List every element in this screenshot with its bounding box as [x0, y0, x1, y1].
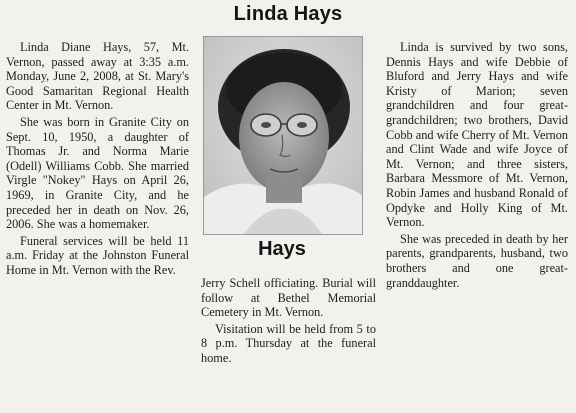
- obituary-headline: Linda Hays: [233, 3, 343, 25]
- photo-caption: Hays: [258, 238, 306, 260]
- portrait-image: [204, 37, 362, 234]
- column-right: [386, 40, 568, 292]
- paragraph-preceded-in-death: She was preceded in death by her parents, grandparents, husband, two brothers and one great-granddaughter.: [386, 231, 568, 290]
- paragraph-death-notice: Linda Diane Hays, 57, Mt. Vernon, passed away at 3:35 a.m. Monday, June 2, 2008, at St. Mary's Good Samaritan Regional Health Center in Mt. Vernon.: [6, 40, 189, 113]
- paragraph-funeral-continued: Jerry Schell officiating. Burial will follow at Bethel Memorial Cemetery in Mt. Vernon.: [201, 276, 376, 320]
- paragraph-survivors: Linda is survived by two sons, Dennis Hays and wife Debbie of Bluford and Jerry Hays and wife Kristy of Marion; seven grandchildren and four great-grandchildren; two brothers, David Cobb and wife Cherry of Mt. Vernon and Clint Wade and wife Joyce of Mt. Vernon; and three sisters, Barbara Messmore of Mt. Vernon, Robin James and husband Ronald of Opdyke and Holly King of Mt. Vernon.: [386, 40, 568, 230]
- column-left: [6, 40, 189, 280]
- paragraph-funeral-services: Funeral services will be held 11 a.m. Friday at the Johnston Funeral Home in Mt. Vernon with the Rev.: [6, 233, 189, 277]
- column-middle: [201, 276, 376, 368]
- paragraph-visitation: Visitation will be held from 5 to 8 p.m. Thursday at the funeral home.: [201, 321, 376, 365]
- paragraph-biography: She was born in Granite City on Sept. 10, 1950, a daughter of Thomas Jr. and Norma Marie (Odell) Williams Cobb. She married Virgle "Nokey" Hays on April 26, 1969, in Granite City, and he preceded her in death on Nov. 26, 2006. She was a homemaker.: [6, 114, 189, 232]
- portrait-photo: [203, 36, 363, 235]
